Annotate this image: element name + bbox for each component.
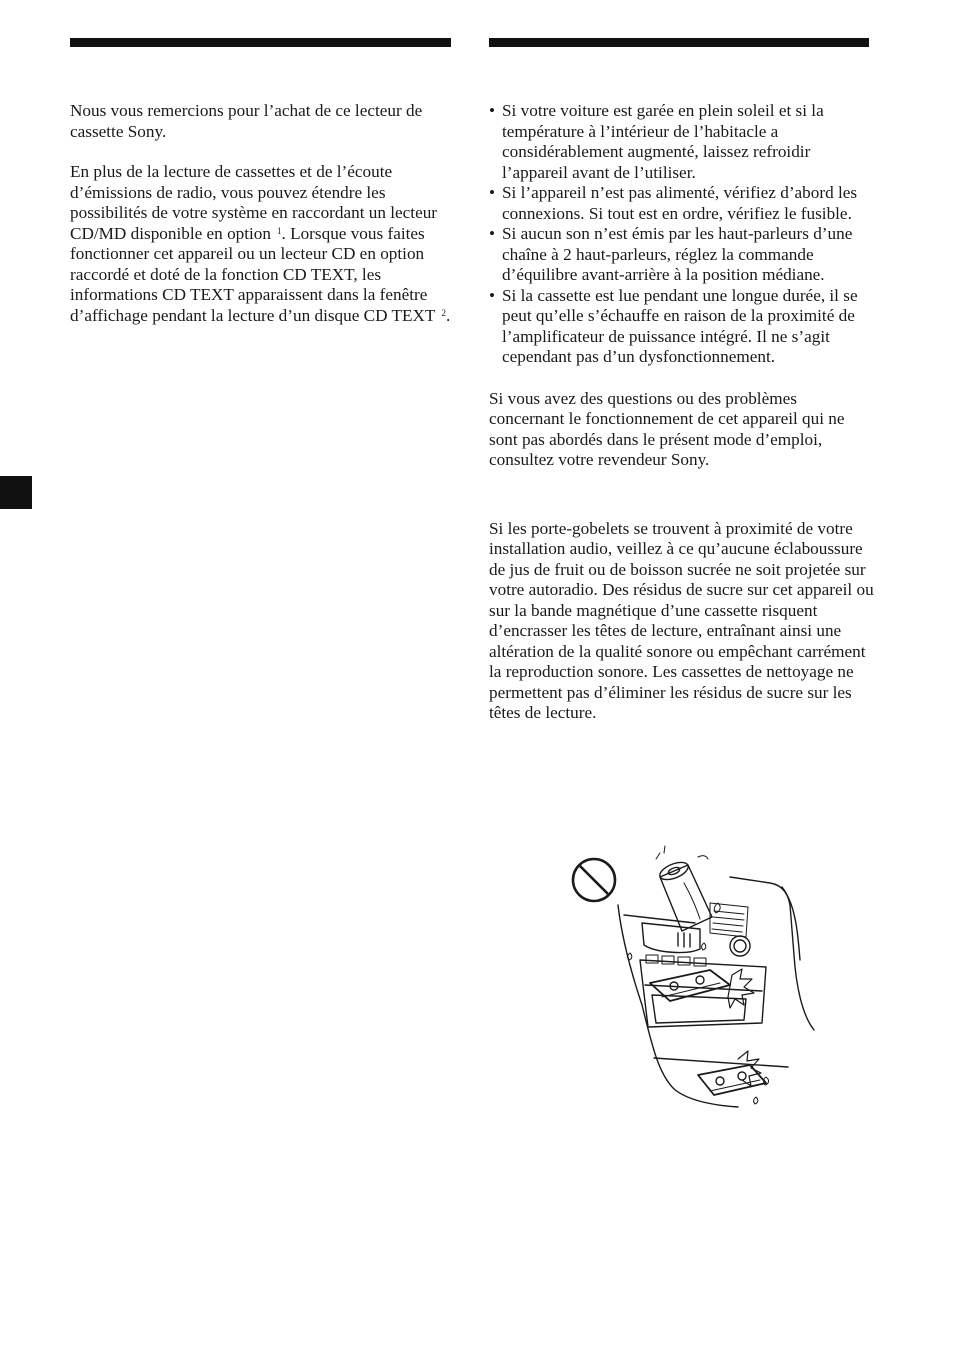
right-column bbox=[489, 101, 874, 724]
precaution-item-3: • Si aucun son n’est émis par les haut-parleurs d’une chaîne à 2 haut-parleurs, réglez la commande d’équilibre avant-arrière à la position médiane. bbox=[489, 224, 874, 286]
footnote-ref-2: 2 bbox=[441, 307, 446, 318]
features-text: En plus de la lecture de cassettes et de l’écoute d’émissions de radio, vous pouvez étendre les possibilités de votre système en raccordant un lecteur CD/MD disponible en option bbox=[70, 162, 438, 243]
section-rule-left bbox=[70, 38, 451, 47]
prohibition-icon bbox=[573, 859, 615, 901]
precaution-item-4: • Si la cassette est lue pendant une longue durée, il se peut qu’elle s’échauffe en raison de la proximité de l’amplificateur de puissance intégré. Il ne s’agit cependant pas d’un dysfonctionnement. bbox=[489, 286, 874, 368]
features-text-cont: . Lorsque vous faites fonctionner cet appareil ou un lecteur CD en option raccordé et doté de la fonction CD TEXT, les informations CD TEXT apparaissent dans la fenêtre d’affichage pendant la lecture d’un disque CD TEXT bbox=[70, 223, 436, 325]
precautions-list bbox=[489, 101, 874, 368]
precaution-item-1: • Si votre voiture est garée en plein soleil et si la température à l’intérieur de l’habitacle a considérablement augmenté, laissez refroidir l’appareil avant de l’utiliser. bbox=[489, 101, 874, 183]
car-dashboard-spill-illustration bbox=[570, 845, 815, 1117]
cupholder-warning-paragraph: Si les porte-gobelets se trouvent à proximité de votre installation audio, veillez à ce qu’aucune éclaboussure de jus de fruit ou de boisson sucrée ne soit projetée sur votre autoradio. Des résidus de sucre sur cet appareil ou sur la bande magnétique d’une cassette risquent d’encrasser les têtes de lecture, entraînant ainsi une altération de la qualité sonore ou empêchant carrément la reproduction sonore. Les cassettes de nettoyage ne permettent pas d’éliminer les résidus de sucre sur les têtes de lecture. bbox=[489, 518, 874, 722]
left-column bbox=[70, 101, 455, 326]
chapter-tab-marker bbox=[0, 476, 32, 509]
features-text-end: . bbox=[445, 305, 451, 325]
precaution-item-2: • Si l’appareil n’est pas alimenté, vérifiez d’abord les connexions. Si tout est en ordre, vérifiez le fusible. bbox=[489, 183, 874, 224]
questions-paragraph: Si vous avez des questions ou des problèmes concernant le fonctionnement de cet appareil qui ne sont pas abordés dans le présent mode d’emploi, consultez votre revendeur Sony. bbox=[489, 388, 845, 469]
section-rule-right bbox=[489, 38, 869, 47]
intro-paragraph: Nous vous remercions pour l’achat de ce lecteur de cassette Sony. bbox=[70, 101, 423, 141]
features-paragraph bbox=[70, 162, 455, 326]
footnote-ref-1: 1 bbox=[277, 225, 282, 236]
